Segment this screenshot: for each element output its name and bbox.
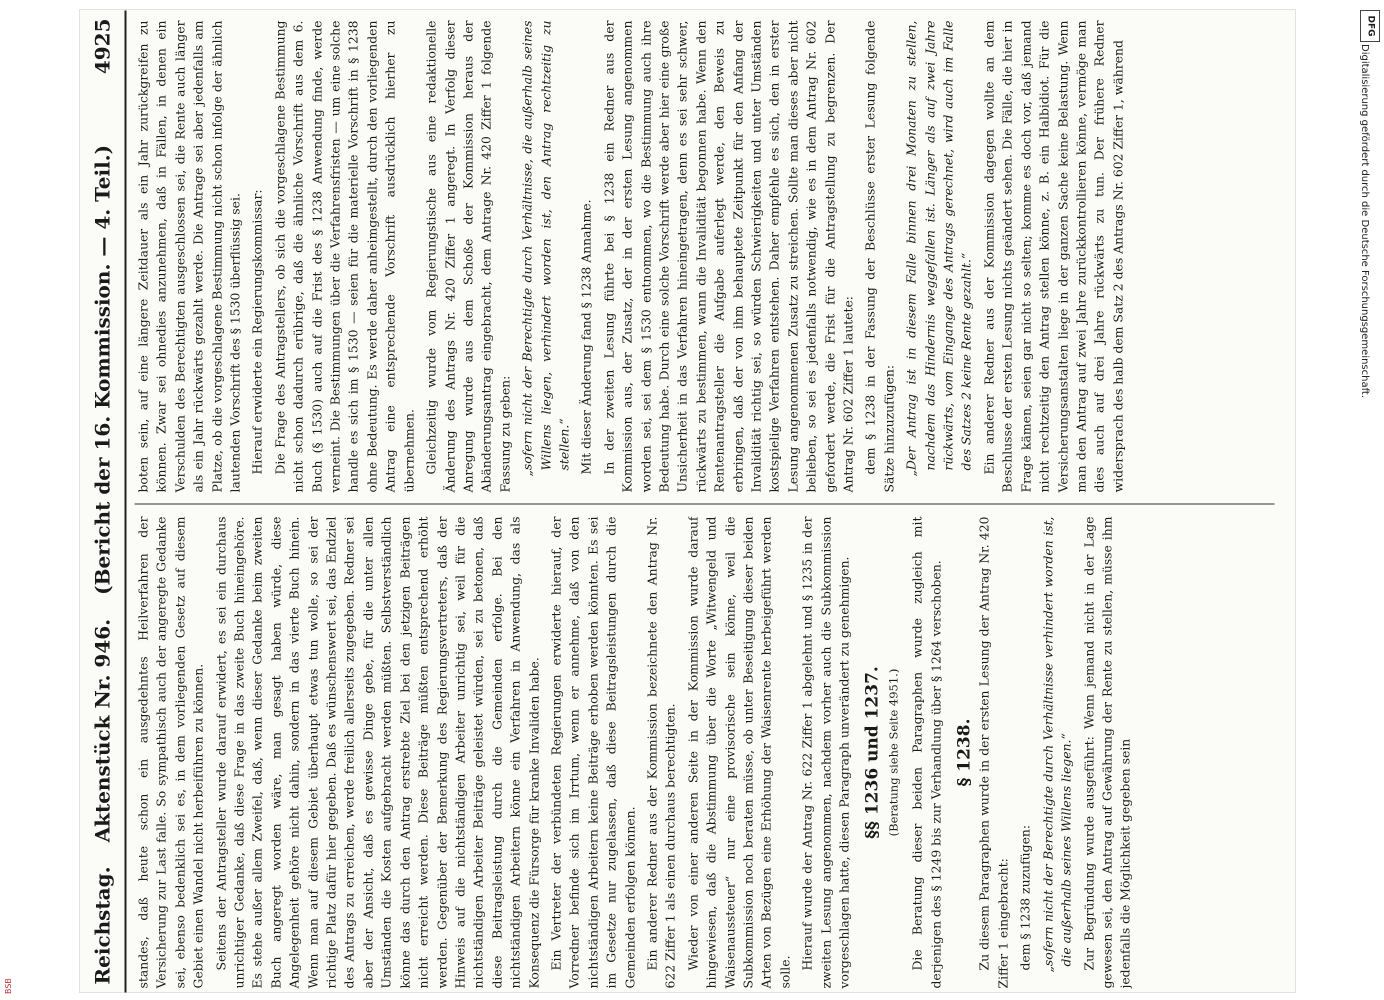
section-heading: §§ 1236 und 1237.	[862, 665, 883, 839]
header-title: (Bericht der 16. Kommission. — 4. Teil.)	[90, 144, 114, 595]
quoted-amendment: „sofern nicht der Berechtigte durch Verhältnisse, die außerhalb seines Willens liegen, verhindert worden ist, den Antrag rechtzeitig zu stellen.“	[519, 20, 571, 476]
paragraph: dem § 1238 zuzufügen:	[1017, 824, 1033, 970]
header-parliament: Reichstag.	[90, 865, 114, 984]
quoted-amendment: „sofern nicht der Berechtigte durch Verhältnisse verhindert worden ist, die außerhalb seines Willens liegen.“	[1039, 516, 1074, 972]
page-number: 4925	[90, 18, 114, 74]
rotated-document	[80, 10, 1295, 992]
dfg-logo: DFG	[1360, 10, 1380, 42]
left-column	[134, 516, 1284, 988]
paragraph: Zur Begründung wurde ausgeführt: Wenn jemand nicht in der Lage gewesen sei, den Antrag auf Gewährung der Rente zu stellen, müsse ihm jedenfalls die Möglichkeit gegeben sein	[1080, 516, 1133, 988]
paragraph: Ein anderer Redner aus der Kommission bezeichnete den Antrag Nr. 622 Ziffer 1 als einen durchaus berechtigten.	[643, 516, 678, 988]
paragraph: Gleichzeitig wurde vom Regierungstische aus eine redaktionelle Änderung des Antrags Nr. 420 Ziffer 1 angeregt. In Verfolg dieser Anregung wurde aus dem Schoße der Kommission heraus der Abänderungsantrag eingebracht, dem Antrage Nr. 420 Ziffer 1 folgende Fassung zu geben:	[423, 20, 512, 492]
scanned-page	[80, 10, 1295, 992]
paragraph: Die Beratung dieser beiden Paragraphen wurde zugleich mit derjenigen des § 1249 bis zur Verhandlung über § 1264 verschoben.	[909, 516, 943, 988]
paragraph: standes, daß heute schon ein ausgedehntes Heilverfahren der Versicherung zur Last falle. So sympathisch auch der angeregte Gedanke sei, ebenso bedenklich sei es, in dem vorliegenden Gesetz auf diesem Gebiet einen Wandel nicht herbeiführen zu können.	[135, 516, 206, 988]
header-document-number: Aktenstück Nr. 946.	[90, 618, 114, 842]
paragraph: Seitens der Antragsteller wurde darauf erwidert, es sei ein durchaus unrichtiger Gedanke, daß diese Frage in das zweite Buch hineingehöre. Es stehe außer allem Zweifel, daß, wenn dieser Gedanke beim zweiten Buch angeregt worden wäre, man gesagt haben würde, diese Angelegenheit gehöre nicht dahin, sondern in das vierte Buch hinein. Wenn man auf diesem Gebiet überhaupt etwas tun wolle, so sei der richtige Platz dafür hier gegeben. Daß es wünschenswert sei, das Endziel des Antrags zu erreichen, werde freilich allerseits zugegeben. Redner sei aber der Ansicht, daß es gewisse Dinge gebe, für die unter allen Umständen die Kosten aufgebracht werden müßten. Selbstverständlich könne das durch den Antrag erstrebte Ziel bei den jetzigen Beiträgen nicht erreicht werden. Diese Beiträge müßten entsprechend erhöht werden. Gegenüber der Bemerkung des Regierungsvertreters, daß der Hinweis auf die nichtständigen Arbeiter unrichtig sei, weil für die nichtständigen Arbeiter Beiträge geleistet würden, sei zu betonen, daß diese Beitragsleistung durch die Gemeinden erfolge. Bei den nichtständigen Arbeitern könne ein Verfahren in Anwendung, das als Konsequenz die Fürsorge für kranke Invaliden habe.	[212, 516, 541, 988]
paragraph: Wieder von einer anderen Seite in der Kommission wurde darauf hingewiesen, daß die Abstimmung über die Worte „Witwengeld und Waisenaussteuer“ nur eine provisorische sein könne, weil die Subkommission noch beraten müsse, ob unter Beseitigung dieser beiden Arten von Bezügen eine Erhöhung der Waisenrente herbeigeführt werden solle.	[684, 516, 792, 988]
paragraph: Ein anderer Redner aus der Kommission dagegen wollte an dem Beschlusse der ersten Lesung nichts geändert sehen. Die Fälle, die hier in Frage kämen, seien gar nicht so selten; komme es doch vor, daß jemand nicht rechtzeitig den Antrag stellen könne, z. B. ein Halbidiot. Für die Versicherungsanstalten liege in der ganzen Sache keine Belastung. Wenn man den Antrag auf zwei Jahre zurückkontrollieren könne, vermöge man dies auch auf drei Jahre rückwärts zu tun. Der frühere Redner widersprach des halb dem Satz 2 des Antrags Nr. 602 Ziffer 1, während	[980, 20, 1125, 492]
funding-strip: DFG Digitalisierung gefördert durch die Deutsche Forschungsgemeinschaft.	[1358, 10, 1382, 990]
column-divider	[134, 503, 1274, 504]
paragraph: Hierauf erwiderte ein Regierungskommissar:	[249, 188, 265, 474]
paragraph: Ein Vertreter der verbündeten Regierungen erwiderte hierauf, der Vorredner befinde sich im Irrtum, wenn er annehme, daß von den nichtständigen Arbeitern keine Beiträge erhoben werden könnten. Es sei im Gesetze nur zugelassen, daß diese Beitragsleistungen durch die Gemeinden erfolgen können.	[547, 516, 637, 988]
paragraph: Hierauf wurde der Antrag Nr. 622 Ziffer 1 abgelehnt und § 1235 in der zweiten Lesung angenommen, nachdem vorher auch die Subkommission vorgeschlagen hatte, diesen Paragraph unverändert zu genehmigen.	[799, 516, 852, 988]
paragraph: Mit dieser Änderung fand § 1238 Annahme.	[578, 198, 594, 474]
section-note: (Beratung siehe Seite 4951.)	[885, 668, 900, 836]
paragraph: Zu diesem Paragraphen wurde in der ersten Lesung der Antrag Nr. 420 Ziffer 1 eingebracht:	[976, 516, 1010, 988]
page-header	[80, 10, 126, 992]
paragraph: Die Frage des Antragstellers, ob sich die vorgeschlagene Bestimmung nicht schon dadurch erübrige, daß die ähnliche Vorschrift aus dem 6. Buch (§ 1530) auch auf die Frist des § 1238 Anwendung finde, werde verneint. Die Bestimmungen über die Verfahrensfristen — um eine solche handle es sich im § 1530 — seien für die materielle Vorschrift in § 1238 ohne Bedeutung. Es werde daher anheimgestellt, durch den vorliegenden Antrag eine entsprechende Vorschrift ausdrücklich hierher zu übernehmen.	[271, 20, 416, 492]
right-column	[134, 20, 1284, 492]
library-mark: BSB	[4, 978, 13, 994]
paragraph: In der zweiten Lesung führte bei § 1238 ein Redner aus der Kommission aus, der Zusatz, der in der ersten Lesung angenommen worden sei, sei dem § 1530 entnommen, wo die Bestimmung auch ihre Bedeutung habe. Durch eine solche Vorschrift werde aber hier eine große Unsicherheit in das Verfahren hineingetragen, denn es sei sehr schwer, rückwärts zu bestimmen, wann die Invalidität begonnen habe. Wenn den Rentenantragsteller die Aufgabe auferlegt werde, den Beweis zu erbringen, daß der von ihm behauptete Zeitpunkt für den Anfang der Invalidität richtig sei, so würden Schwierigkeiten und unter Umständen kostspielige Verfahren entstehen. Daher empfehle es sich, den in erster Lesung angenommenen Zusatz zu streichen. Sollte man dieses aber nicht belieben, so sei es jedenfalls notwendig, wie es in dem Antrag Nr. 602 gefordert werde, die Frist für die Antragstellung zu begrenzen. Der Antrag Nr. 602 Ziffer 1 lautete:	[600, 20, 856, 492]
section-heading: § 1238.	[954, 717, 975, 787]
paragraph: dem § 1238 in der Fassung der Beschlüsse erster Lesung folgende Sätze hinzuzufügen:	[862, 20, 896, 492]
quoted-amendment: „Der Antrag ist in diesem Falle binnen drei Monaten zu stellen, nachdem das Hindernis weggefallen ist. Länger als auf zwei Jahre rückwärts, vom Eingange des Antrags gerechnet, wird auch im Falle des Satzes 2 keine Rente gezahlt.“	[903, 20, 974, 476]
paragraph: boten sein, auf eine längere Zeitdauer als ein Jahr zurückgreifen zu können. Zwar sei ohnedies anzunehmen, daß in Fällen, in denen ein Verschulden des Berechtigten ausgeschlossen sei, die Rente auch länger als ein Jahr rückwärts gezahlt werde. Die Antrage sei aber jedenfalls am Platze, ob die vorgeschlagene Bestimmung nicht schon infolge der ähnlich lautenden Vorschrift des § 1530 überflüssig sei.	[135, 20, 243, 492]
